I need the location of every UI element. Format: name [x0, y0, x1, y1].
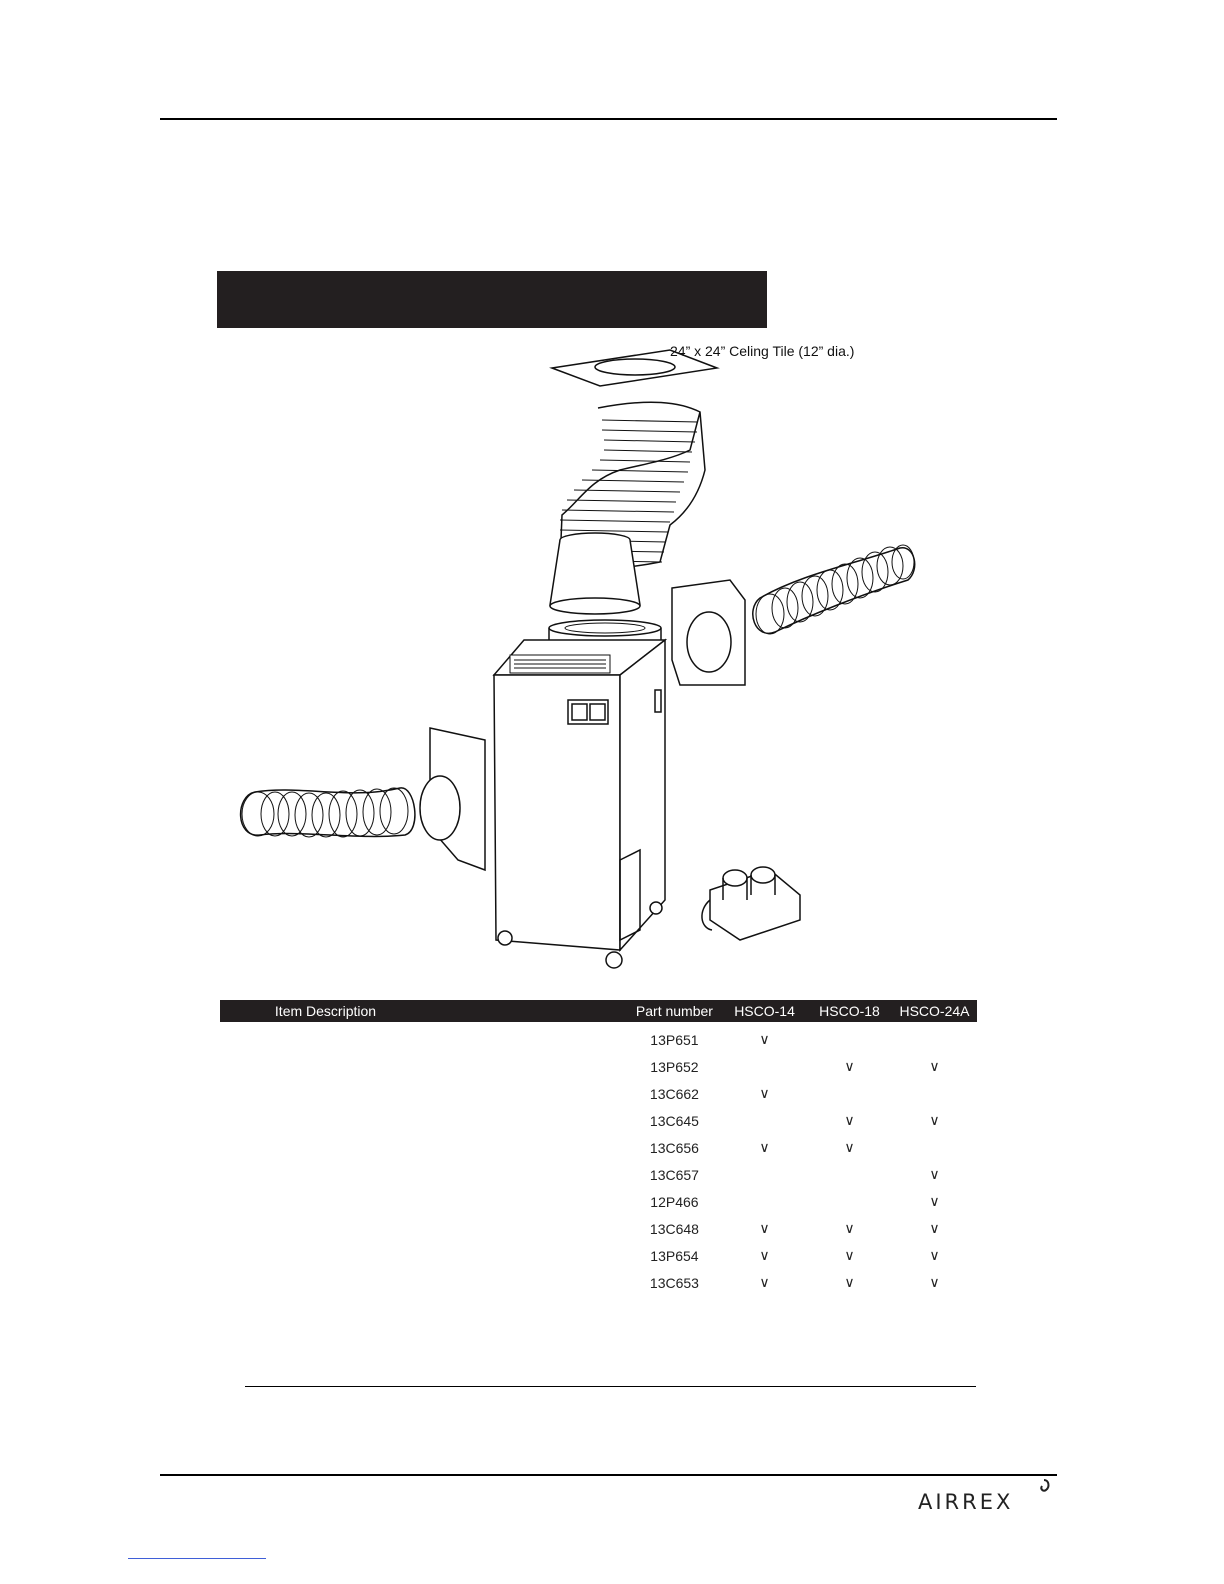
left-window-adapter-illustration [420, 728, 485, 870]
hsco-18-check-cell: ∨ [844, 1139, 855, 1155]
table-row [220, 1107, 977, 1134]
item-description-cell [220, 1242, 431, 1269]
spacer-cell [431, 1242, 627, 1269]
header-item-description: Item Description [220, 1000, 431, 1022]
table-row [220, 1134, 977, 1161]
item-description-cell [220, 1080, 431, 1107]
hsco-14-check-cell: ∨ [759, 1247, 770, 1263]
part-number-cell: 13P651 [650, 1031, 699, 1048]
item-description-cell [220, 1215, 431, 1242]
hsco-14-check-cell: ∨ [759, 1031, 770, 1047]
cone-adapter-illustration [550, 533, 640, 614]
page-link-underline [128, 1558, 266, 1559]
hsco-24a-check-cell: ∨ [929, 1058, 940, 1074]
air-conditioner-unit-illustration [494, 640, 665, 968]
accessory-diagram [200, 330, 1020, 990]
part-number-cell: 13C662 [649, 1085, 699, 1102]
spacer-cell [431, 1161, 627, 1188]
part-number-cell: 13C656 [649, 1139, 699, 1156]
hsco-18-check-cell: ∨ [844, 1247, 855, 1263]
hsco-24a-check-cell: ∨ [929, 1112, 940, 1128]
hsco-18-check-cell [807, 1188, 892, 1215]
spacer-cell [431, 1134, 627, 1161]
hsco-24a-check-cell: ∨ [929, 1193, 940, 1209]
hsco-14-check-cell: ∨ [759, 1274, 770, 1290]
item-description-cell [220, 1269, 431, 1296]
logo-wordmark: AIRREX [918, 1490, 1014, 1514]
hsco-14-check-cell: ∨ [759, 1085, 770, 1101]
hsco-24a-check-cell: ∨ [929, 1220, 940, 1236]
table-header-row [220, 1000, 977, 1022]
table-row [220, 1022, 977, 1053]
airrex-logo [918, 1476, 1058, 1516]
hsco-14-check-cell: ∨ [759, 1139, 770, 1155]
part-number-cell: 13C648 [649, 1220, 699, 1237]
left-duct-hose-illustration [241, 788, 415, 837]
ceiling-tile-caption: 24” x 24” Celing Tile (12” dia.) [670, 343, 855, 359]
table-row [220, 1053, 977, 1080]
table-row [220, 1188, 977, 1215]
hsco-24a-check-cell: ∨ [929, 1247, 940, 1263]
parts-table-body [220, 1022, 977, 1296]
hsco-24a-check-cell [892, 1134, 977, 1161]
item-description-cell [220, 1107, 431, 1134]
top-collar-illustration [549, 620, 661, 642]
header-part-number: Part number [627, 1000, 722, 1022]
part-number-cell: 13P652 [650, 1058, 699, 1075]
spacer-cell [431, 1269, 627, 1296]
hsco-14-check-cell [722, 1188, 807, 1215]
hsco-14-check-cell [722, 1161, 807, 1188]
table-row [220, 1242, 977, 1269]
hsco-18-check-cell: ∨ [844, 1274, 855, 1290]
spacer-cell [431, 1080, 627, 1107]
part-number-cell: 13C657 [649, 1166, 699, 1183]
hsco-24a-check-cell: ∨ [929, 1166, 940, 1182]
hsco-18-check-cell: ∨ [844, 1112, 855, 1128]
part-number-cell: 13C653 [649, 1274, 699, 1291]
item-description-cell [220, 1188, 431, 1215]
table-row [220, 1080, 977, 1107]
right-window-adapter-illustration [672, 580, 745, 685]
top-rule [160, 118, 1057, 120]
spacer-cell [431, 1107, 627, 1134]
parts-table [220, 1000, 977, 1296]
item-description-cell [220, 1161, 431, 1188]
section-banner [217, 271, 767, 328]
item-description-cell [220, 1022, 431, 1053]
part-number-cell: 13P654 [650, 1247, 699, 1264]
hsco-24a-check-cell [892, 1080, 977, 1107]
right-duct-hose-illustration [753, 545, 915, 634]
table-row [220, 1215, 977, 1242]
hsco-18-check-cell: ∨ [844, 1058, 855, 1074]
header-hsco-24a: HSCO-24A [892, 1000, 977, 1022]
hsco-18-check-cell: ∨ [844, 1220, 855, 1236]
hsco-18-check-cell [807, 1161, 892, 1188]
hsco-14-check-cell [722, 1107, 807, 1134]
header-hsco-14: HSCO-14 [722, 1000, 807, 1022]
condensate-pump-illustration [702, 867, 800, 940]
logo-swirl-icon [1036, 1478, 1052, 1496]
header-hsco-18: HSCO-18 [807, 1000, 892, 1022]
part-number-cell: 13C645 [649, 1112, 699, 1129]
item-description-cell [220, 1134, 431, 1161]
hsco-18-check-cell [807, 1022, 892, 1053]
table-row [220, 1269, 977, 1296]
bottom-divider [245, 1386, 976, 1387]
item-description-cell [220, 1053, 431, 1080]
spacer-cell [431, 1022, 627, 1053]
header-spacer [431, 1000, 627, 1022]
hsco-24a-check-cell [892, 1022, 977, 1053]
hsco-24a-check-cell: ∨ [929, 1274, 940, 1290]
part-number-cell: 12P466 [650, 1193, 699, 1210]
spacer-cell [431, 1053, 627, 1080]
table-row [220, 1161, 977, 1188]
hsco-14-check-cell: ∨ [759, 1220, 770, 1236]
hsco-18-check-cell [807, 1080, 892, 1107]
spacer-cell [431, 1188, 627, 1215]
hsco-14-check-cell [722, 1053, 807, 1080]
spacer-cell [431, 1215, 627, 1242]
